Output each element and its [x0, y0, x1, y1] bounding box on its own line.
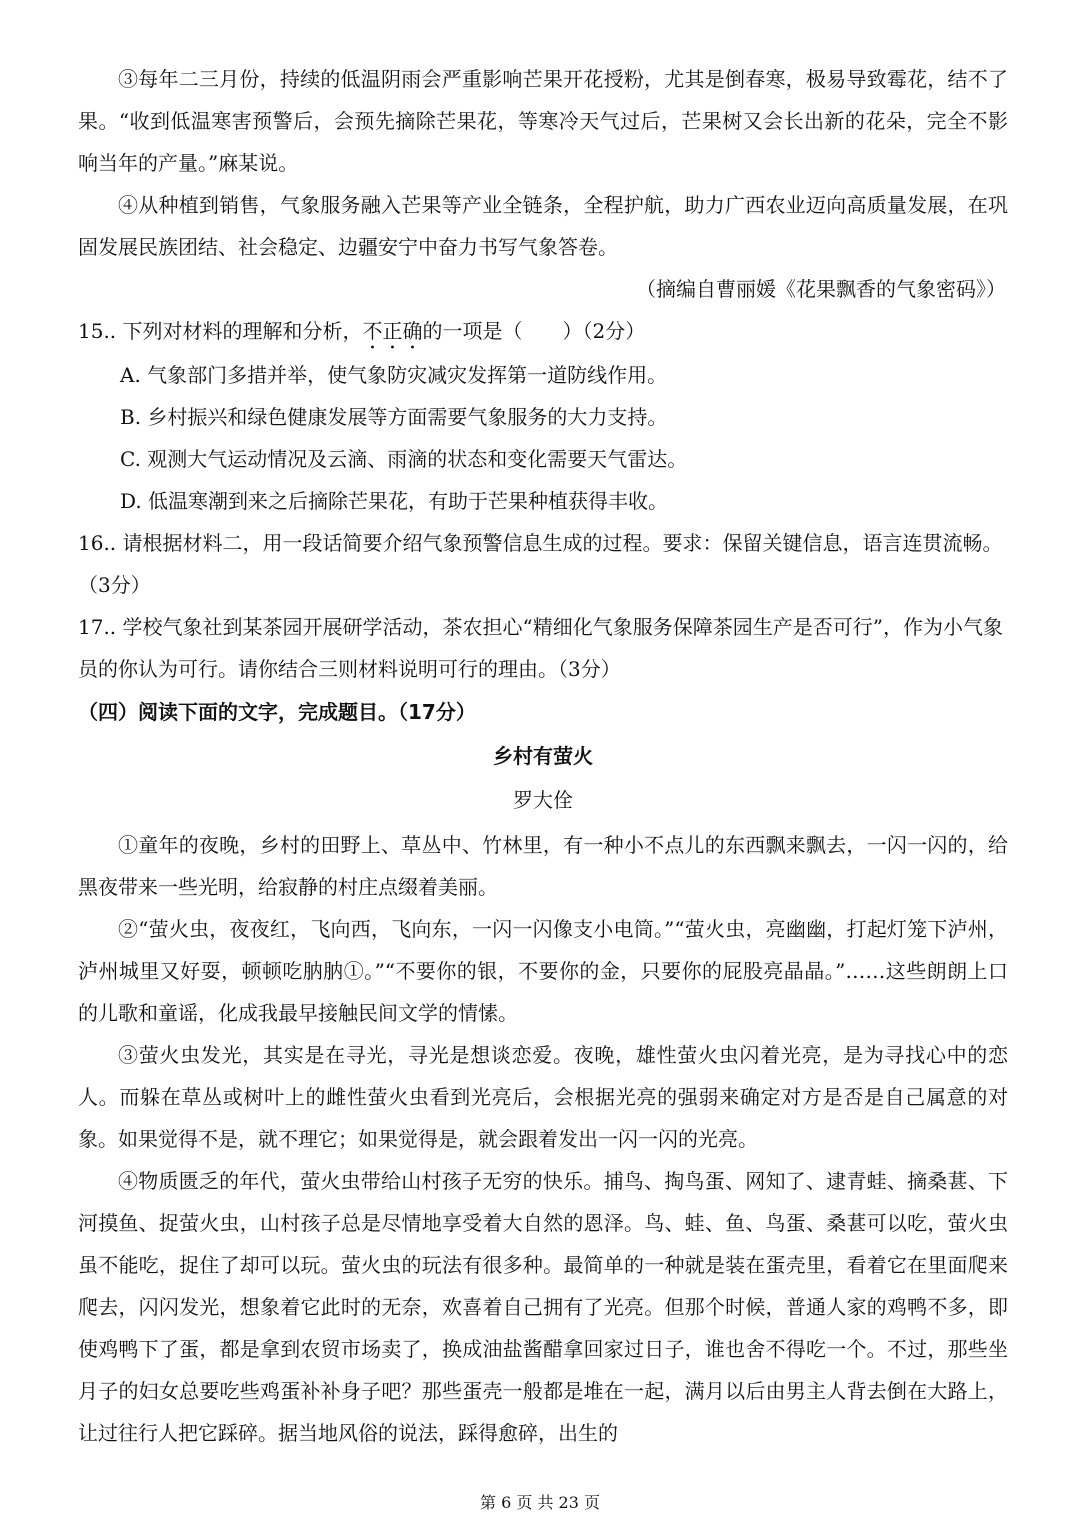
page-content — [78, 58, 1008, 1454]
option-d: D. 低温寒潮到来之后摘除芒果花，有助于芒果种植获得丰收。 — [120, 489, 669, 513]
section-heading: （四）阅读下面的文字，完成题目。（17分） — [78, 700, 476, 724]
question-15 — [78, 310, 1008, 354]
source-citation: （摘编自曹丽媛《花果飘香的气象密码》） — [636, 277, 1006, 301]
question-16: 16.. 请根据材料二，用一段话简要介绍气象预警信息生成的过程。要求：保留关键信息，语言连贯流畅。（3分） — [78, 531, 1003, 597]
question-15-emphasis: 不正确 — [362, 319, 423, 343]
option-a: A. 气象部门多措并举，使气象防灾减灾发挥第一道防线作用。 — [120, 363, 668, 387]
article-author: 罗大佺 — [513, 788, 573, 812]
article-title: 乡村有萤火 — [493, 744, 593, 768]
article-paragraph-2: ②“萤火虫，夜夜红，飞向西，飞向东，一闪一闪像支小电筒。”“萤火虫，亮幽幽，打起灯笼下泸州，泸州城里又好耍，顿顿吃肭肭①。”“不要你的银，不要你的金，只要你的屁股亮晶晶。”……这些朗朗上口的儿歌和童谣，化成我最早接触民间文学的情愫。 — [78, 917, 1008, 1025]
material-paragraph-3: ③每年二三月份，持续的低温阴雨会严重影响芒果开花授粉，尤其是倒春寒，极易导致霉花，结不了果。“收到低温寒害预警后，会预先摘除芒果花，等寒冷天气过后，芒果树又会长出新的花朵，完全不影响当年的产量。”麻某说。 — [78, 67, 1008, 175]
question-17: 17.. 学校气象社到某茶园开展研学活动，茶农担心“精细化气象服务保障茶园生产是否可行”，作为小气象员的你认为可行。请你结合三则材料说明可行的理由。（3分） — [78, 615, 1003, 681]
article-paragraph-4: ④物质匮乏的年代，萤火虫带给山村孩子无穷的快乐。捕鸟、掏鸟蛋、网知了、逮青蛙、摘桑葚、下河摸鱼、捉萤火虫，山村孩子总是尽情地享受着大自然的恩泽。鸟、蛙、鱼、鸟蛋、桑葚可以吃，萤火虫虽不能吃，捉住了却可以玩。萤火虫的玩法有很多种。最简单的一种就是装在蛋壳里，看着它在里面爬来爬去，闪闪发光，想象着它此时的无奈，欢喜着自己拥有了光亮。但那个时候，普通人家的鸡鸭不多，即使鸡鸭下了蛋，都是拿到农贸市场卖了，换成油盐酱醋拿回家过日子，谁也舍不得吃一个。不过，那些坐月子的妇女总要吃些鸡蛋补补身子吧？那些蛋壳一般都是堆在一起，满月以后由男主人背去倒在大路上，让过往行人把它踩碎。据当地风俗的说法，踩得愈碎，出生的 — [78, 1169, 1008, 1445]
article-paragraph-3: ③萤火虫发光，其实是在寻光，寻光是想谈恋爱。夜晚，雄性萤火虫闪着光亮，是为寻找心中的恋人。而躲在草丛或树叶上的雌性萤火虫看到光亮后，会根据光亮的强弱来确定对方是否是自己属意的对象。如果觉得不是，就不理它；如果觉得是，就会跟着发出一闪一闪的光亮。 — [78, 1043, 1008, 1151]
option-c: C. 观测大气运动情况及云滴、雨滴的状态和变化需要天气雷达。 — [120, 447, 688, 471]
material-paragraph-4: ④从种植到销售，气象服务融入芒果等产业全链条，全程护航，助力广西农业迈向高质量发展，在巩固发展民族团结、社会稳定、边疆安宁中奋力书写气象答卷。 — [78, 193, 1008, 259]
question-15-suffix: 的一项是（ ）（2分） — [422, 319, 646, 343]
article-paragraph-1: ①童年的夜晚，乡村的田野上、草丛中、竹林里，有一种小不点儿的东西飘来飘去，一闪一闪的，给黑夜带来一些光明，给寂静的村庄点缀着美丽。 — [78, 833, 1008, 899]
page-footer: 第 6 页 共 23 页 — [480, 1493, 600, 1512]
question-15-prefix: 15.. 下列对材料的理解和分析， — [78, 319, 363, 343]
option-b: B. 乡村振兴和绿色健康发展等方面需要气象服务的大力支持。 — [120, 405, 668, 429]
